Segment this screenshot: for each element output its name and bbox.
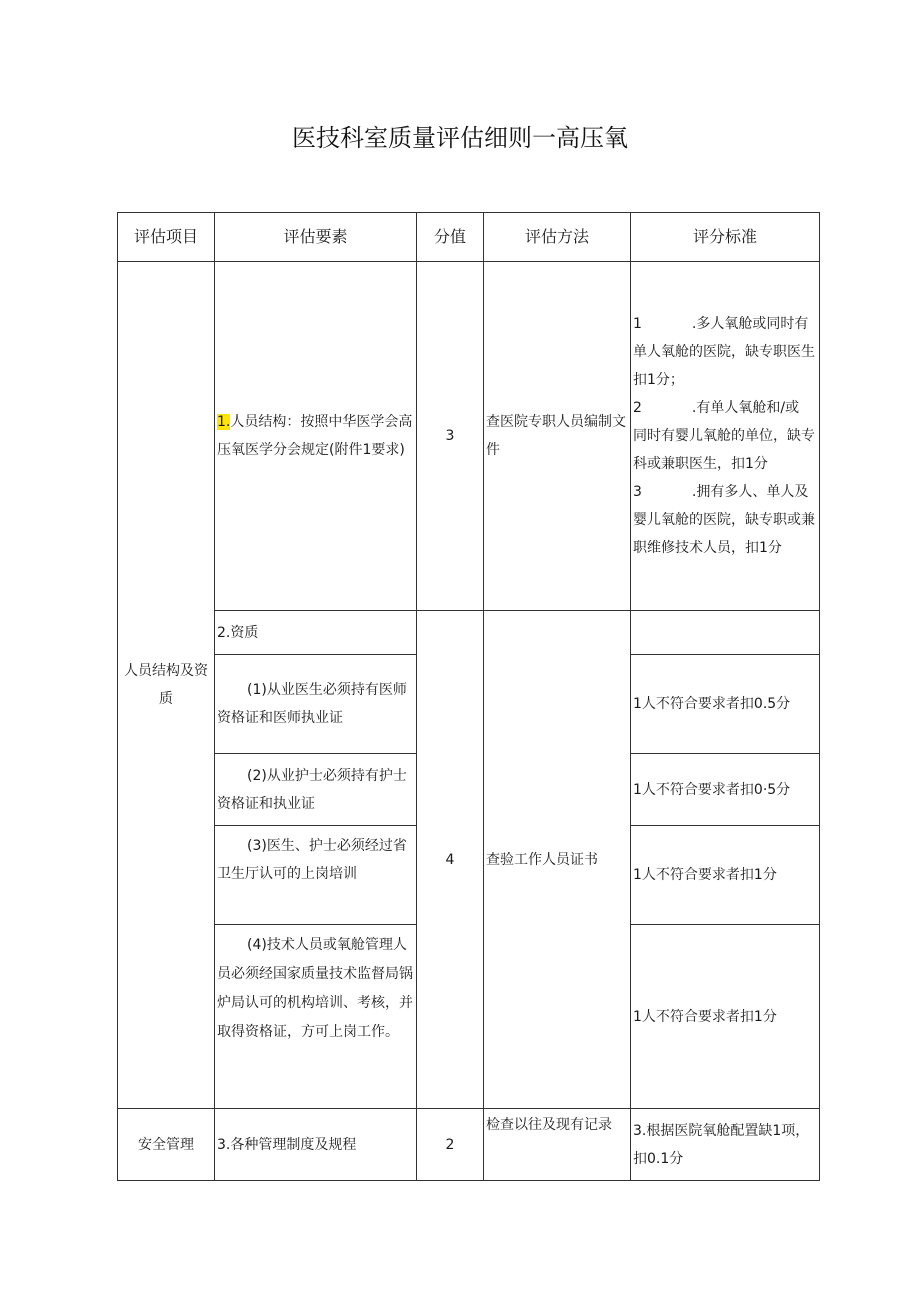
page-title: 医技科室质量评估细则一高压氧: [292, 124, 628, 152]
criteria-cell: 1人不符合要求者扣1分: [631, 925, 820, 1109]
criteria-line: 3 .拥有多人、单人及: [633, 484, 809, 500]
criteria-line: 1 .多人氧舱或同时有: [633, 316, 809, 332]
method-cell: 检查以往及现有记录: [484, 1109, 631, 1181]
element-cell: 3.各种管理制度及规程: [215, 1109, 417, 1181]
method-cell: 查医院专职人员编制文件: [484, 262, 631, 611]
criteria-cell: 1人不符合要求者扣0·5分: [631, 754, 820, 826]
element-text: 人员结构：按照中华医学会高压氧医学分会规定(附件1要求): [217, 414, 413, 458]
item-number: 1.: [217, 414, 231, 430]
evaluation-table: [117, 212, 820, 1181]
criteria-cell-empty: [631, 611, 820, 655]
header-project: 评估项目: [118, 213, 215, 262]
criteria-cell: 3.根据医院氧舱配置缺1项，扣0.1分: [631, 1109, 820, 1181]
criteria-line: 婴儿氧舱的医院，缺专职或兼职维修技术人员，扣1分: [633, 512, 815, 556]
table-row: [118, 262, 820, 611]
element-cell-qualification: 2.资质: [215, 611, 417, 655]
table-row: [118, 1109, 820, 1181]
criteria-cell: 1人不符合要求者扣1分: [631, 826, 820, 925]
header-score: 分值: [417, 213, 484, 262]
header-method: 评估方法: [484, 213, 631, 262]
element-sub-cell: (3)医生、护士必须经过省卫生厅认可的上岗培训: [215, 826, 417, 925]
score-cell: 2: [417, 1109, 484, 1181]
header-criteria: 评分标准: [631, 213, 820, 262]
criteria-cell: [631, 262, 820, 611]
element-sub-cell: (1)从业医生必须持有医师资格证和医师执业证: [215, 655, 417, 754]
table-header-row: [118, 213, 820, 262]
element-sub-cell: (2)从业护士必须持有护士资格证和执业证: [215, 754, 417, 826]
criteria-line: 同时有婴儿氧舱的单位，缺专科或兼职医生，扣1分: [633, 428, 815, 472]
criteria-cell: 1人不符合要求者扣0.5分: [631, 655, 820, 754]
criteria-line: 2 .有单人氧舱和/或: [633, 400, 800, 416]
project-cell-safety: 安全管理: [118, 1109, 215, 1181]
table-row: [118, 611, 820, 655]
element-cell-structure: [215, 262, 417, 611]
project-cell-personnel: 人员结构及资质: [118, 262, 215, 1109]
header-element: 评估要素: [215, 213, 417, 262]
criteria-line: 单人氧舱的医院，缺专职医生扣1分；: [633, 344, 815, 388]
method-cell: 查验工作人员证书: [484, 611, 631, 1109]
score-cell: 4: [417, 611, 484, 1109]
element-sub-cell: (4)技术人员或氧舱管理人员必须经国家质量技术监督局锅炉局认可的机构培训、考核，并取得资格证，方可上岗工作。: [215, 925, 417, 1109]
score-cell: 3: [417, 262, 484, 611]
